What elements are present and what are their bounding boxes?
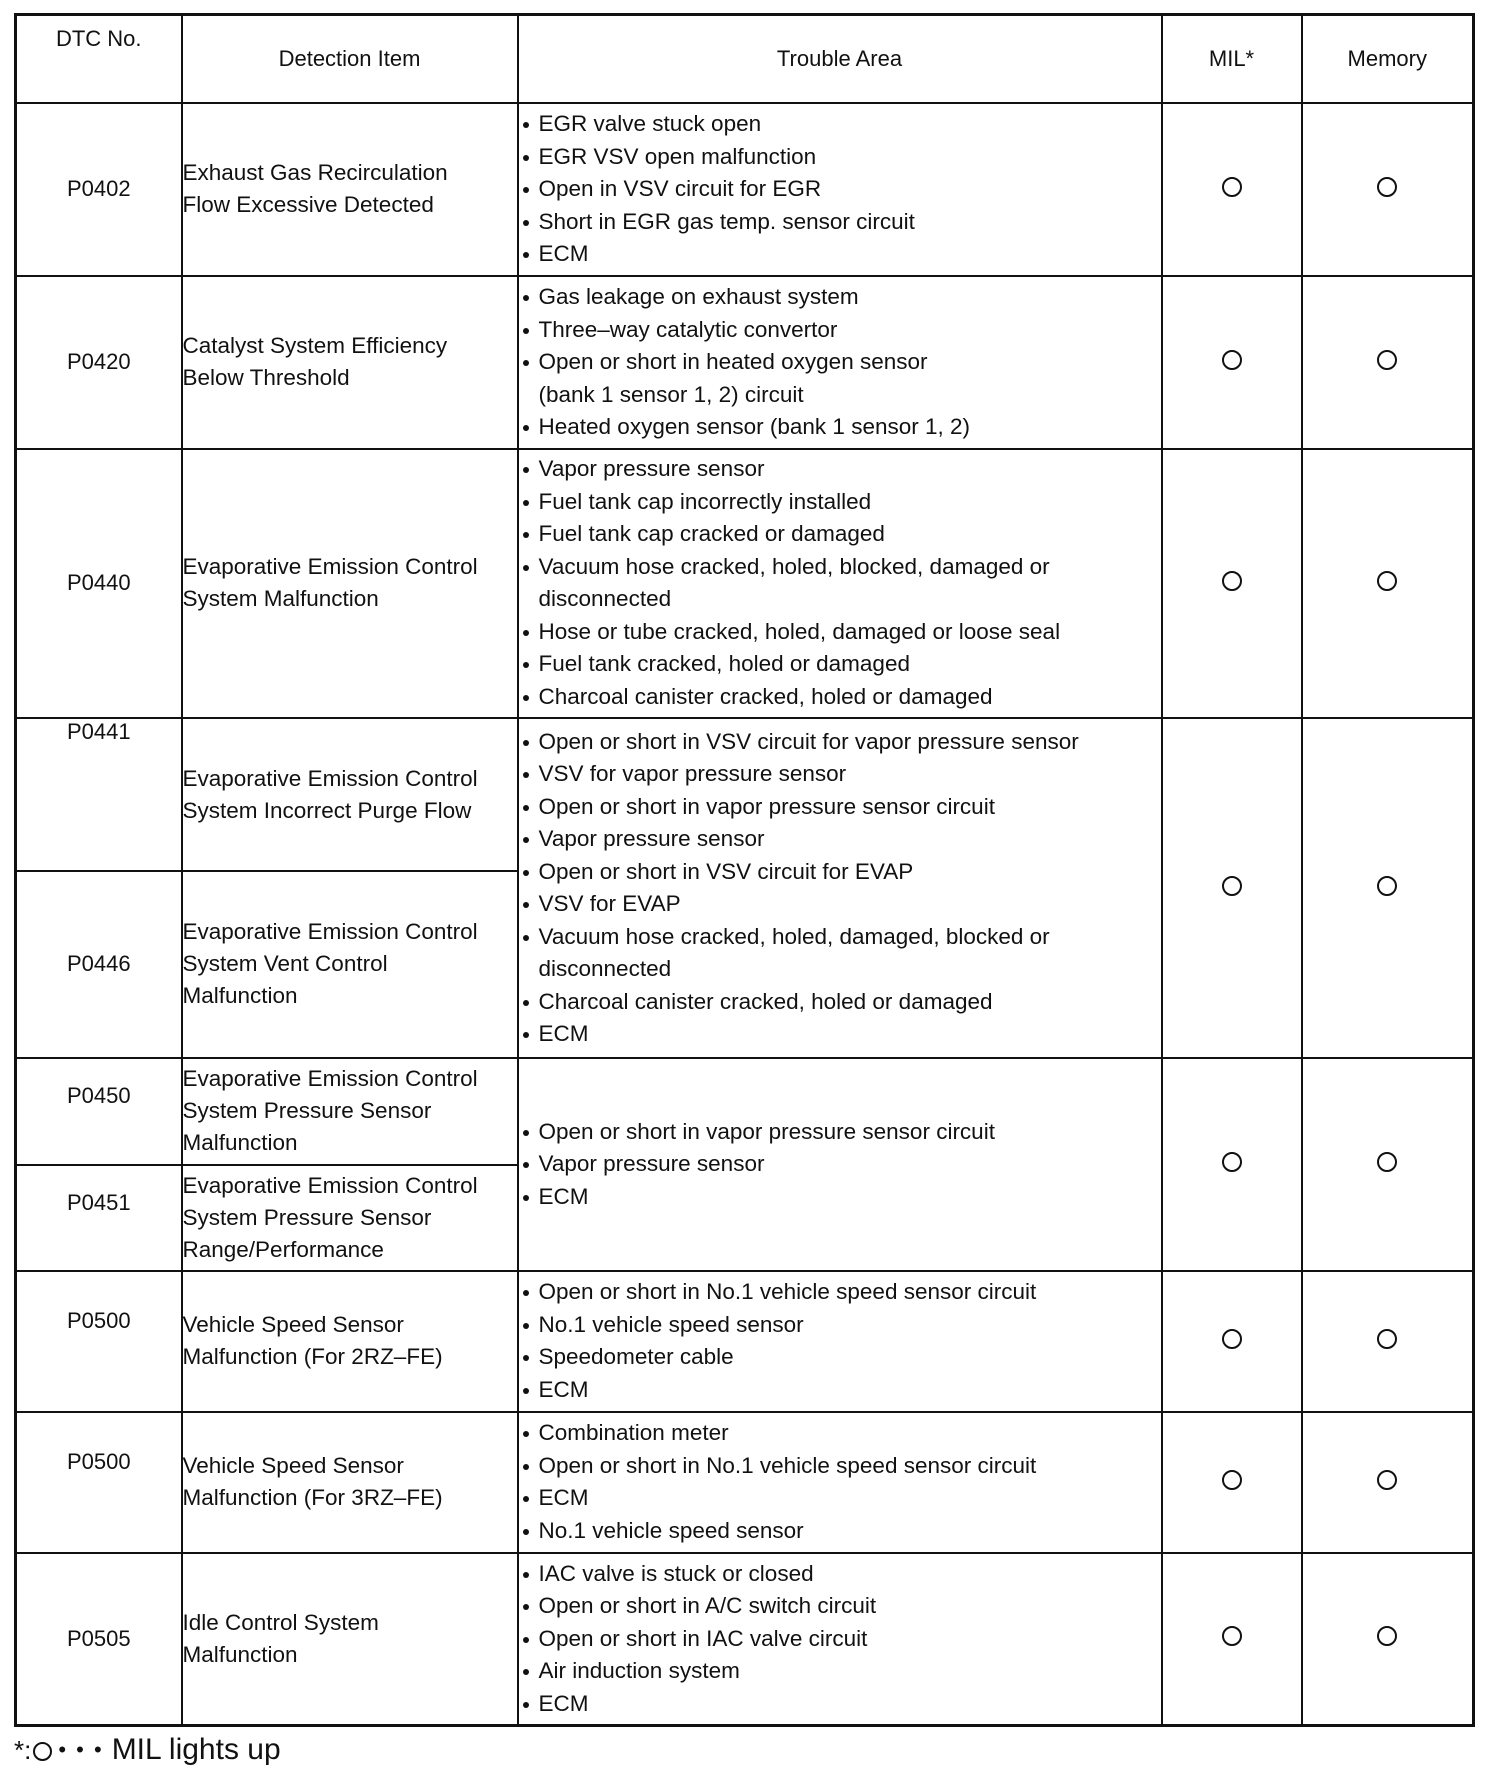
detection-item-line: System Incorrect Purge Flow <box>182 797 472 823</box>
mil-on-circle-icon <box>1222 1152 1242 1172</box>
dtc-code: P0451 <box>16 1165 182 1272</box>
detection-item-line: Catalyst System Efficiency <box>182 333 448 359</box>
detection-item <box>182 718 518 871</box>
detection-item-line: Idle Control System <box>182 1609 379 1635</box>
trouble-area <box>518 1271 1162 1412</box>
detection-item-line: Malfunction <box>182 983 298 1009</box>
trouble-area-item: Vapor pressure sensor <box>519 1148 1161 1181</box>
footnote-dots: • • • <box>58 1737 104 1762</box>
header-detection-item: Detection Item <box>182 15 518 104</box>
trouble-area-item: EGR valve stuck open <box>519 108 1161 141</box>
mil-cell <box>1162 276 1302 449</box>
memory-cell <box>1302 276 1474 449</box>
mil-cell <box>1162 449 1302 718</box>
detection-item-line: System Pressure Sensor <box>182 1098 432 1124</box>
mil-on-circle-icon <box>1222 876 1242 896</box>
detection-item-line: Evaporative Emission Control <box>182 1066 478 1092</box>
mil-cell <box>1162 1553 1302 1726</box>
dtc-code: P0440 <box>16 449 182 718</box>
trouble-area-item: ECM <box>519 238 1161 271</box>
mil-on-circle-icon <box>1222 177 1242 197</box>
detection-item <box>182 449 518 718</box>
trouble-area-item: Fuel tank cap incorrectly installed <box>519 486 1161 519</box>
trouble-area-item: No.1 vehicle speed sensor <box>519 1515 1161 1548</box>
trouble-area-item: ECM <box>519 1482 1161 1515</box>
memory-circle-icon <box>1377 1329 1397 1349</box>
dtc-code: P0441 <box>16 718 182 871</box>
trouble-area-item: Open or short in A/C switch circuit <box>519 1590 1161 1623</box>
trouble-area-item: Vapor pressure sensor <box>519 453 1161 486</box>
memory-circle-icon <box>1377 1626 1397 1646</box>
trouble-area-item: VSV for vapor pressure sensor <box>519 758 1161 791</box>
trouble-area-item: Vapor pressure sensor <box>519 823 1161 856</box>
mil-on-circle-icon <box>1222 1329 1242 1349</box>
detection-item <box>182 1412 518 1553</box>
trouble-area-item: Gas leakage on exhaust system <box>519 281 1161 314</box>
trouble-area-item: Open or short in vapor pressure sensor circuit <box>519 1116 1161 1149</box>
memory-circle-icon <box>1377 177 1397 197</box>
trouble-area-item: disconnected <box>538 586 672 612</box>
dtc-code: P0446 <box>16 871 182 1058</box>
trouble-area-item: No.1 vehicle speed sensor <box>519 1309 1161 1342</box>
table-row <box>16 718 1474 871</box>
memory-circle-icon <box>1377 571 1397 591</box>
trouble-area <box>518 1412 1162 1553</box>
table-header-row <box>16 15 1474 104</box>
trouble-area <box>518 1058 1162 1271</box>
dtc-code: P0500 <box>16 1412 182 1553</box>
trouble-area-item: Open in VSV circuit for EGR <box>519 173 1161 206</box>
detection-item <box>182 276 518 449</box>
trouble-area-item: VSV for EVAP <box>519 888 1161 921</box>
trouble-area <box>518 449 1162 718</box>
table-row <box>16 1058 1474 1165</box>
table-row <box>16 1271 1474 1412</box>
table-row <box>16 1553 1474 1726</box>
detection-item-line: Malfunction <box>182 1641 298 1667</box>
mil-cell <box>1162 103 1302 276</box>
trouble-area-item: Combination meter <box>519 1417 1161 1450</box>
memory-cell <box>1302 1058 1474 1271</box>
memory-circle-icon <box>1377 1152 1397 1172</box>
trouble-area <box>518 103 1162 276</box>
memory-cell <box>1302 449 1474 718</box>
footnote-circle-icon <box>33 1742 52 1761</box>
detection-item <box>182 1058 518 1165</box>
mil-cell <box>1162 1412 1302 1553</box>
header-dtc-no: DTC No. <box>16 15 182 104</box>
detection-item-line: Evaporative Emission Control <box>182 919 478 945</box>
trouble-area-item: Open or short in VSV circuit for EVAP <box>519 856 1161 889</box>
trouble-area-item: Charcoal canister cracked, holed or damaged <box>519 681 1161 714</box>
detection-item-line: Flow Excessive Detected <box>182 192 434 218</box>
header-memory: Memory <box>1302 15 1474 104</box>
trouble-area-item: disconnected <box>538 956 672 982</box>
trouble-area-item: Open or short in heated oxygen sensor <box>519 346 1161 379</box>
mil-cell <box>1162 718 1302 1058</box>
header-mil: MIL* <box>1162 15 1302 104</box>
trouble-area-item: IAC valve is stuck or closed <box>519 1558 1161 1591</box>
detection-item <box>182 1553 518 1726</box>
detection-item-line: System Vent Control <box>182 951 388 977</box>
trouble-area-item: Open or short in No.1 vehicle speed sensor circuit <box>519 1450 1161 1483</box>
detection-item <box>182 103 518 276</box>
memory-cell <box>1302 1271 1474 1412</box>
detection-item-line: System Malfunction <box>182 586 379 612</box>
detection-item-line: Exhaust Gas Recirculation <box>182 160 448 186</box>
footnote <box>14 1732 281 1768</box>
trouble-area-item: ECM <box>519 1688 1161 1721</box>
memory-cell <box>1302 103 1474 276</box>
mil-on-circle-icon <box>1222 571 1242 591</box>
table-row <box>16 103 1474 276</box>
footnote-text: MIL lights up <box>111 1733 281 1766</box>
trouble-area-item: Hose or tube cracked, holed, damaged or loose seal <box>519 616 1161 649</box>
detection-item <box>182 1271 518 1412</box>
memory-circle-icon <box>1377 1470 1397 1490</box>
detection-item-line: Vehicle Speed Sensor <box>182 1453 404 1479</box>
detection-item-line: Malfunction <box>182 1130 298 1156</box>
trouble-area-item: Vacuum hose cracked, holed, blocked, damaged or <box>519 551 1161 584</box>
trouble-area-item: Open or short in VSV circuit for vapor pressure sensor <box>519 726 1161 759</box>
memory-cell <box>1302 1553 1474 1726</box>
dtc-code: P0420 <box>16 276 182 449</box>
trouble-area <box>518 276 1162 449</box>
trouble-area-item: Fuel tank cracked, holed or damaged <box>519 648 1161 681</box>
mil-on-circle-icon <box>1222 1470 1242 1490</box>
detection-item-line: Range/Performance <box>182 1236 384 1262</box>
table-row <box>16 1412 1474 1553</box>
footnote-asterisk: *: <box>14 1735 32 1765</box>
trouble-area-item: Open or short in No.1 vehicle speed sensor circuit <box>519 1276 1161 1309</box>
mil-on-circle-icon <box>1222 1626 1242 1646</box>
detection-item-line: Below Threshold <box>182 365 350 391</box>
trouble-area-item: Heated oxygen sensor (bank 1 sensor 1, 2) <box>519 411 1161 444</box>
mil-on-circle-icon <box>1222 350 1242 370</box>
trouble-area <box>518 1553 1162 1726</box>
trouble-area-item: EGR VSV open malfunction <box>519 141 1161 174</box>
trouble-area-item: Open or short in vapor pressure sensor circuit <box>519 791 1161 824</box>
memory-cell <box>1302 1412 1474 1553</box>
mil-cell <box>1162 1271 1302 1412</box>
trouble-area-item: (bank 1 sensor 1, 2) circuit <box>538 381 804 407</box>
trouble-area <box>518 718 1162 1058</box>
dtc-code: P0402 <box>16 103 182 276</box>
trouble-area-item: Charcoal canister cracked, holed or damaged <box>519 986 1161 1019</box>
detection-item <box>182 871 518 1058</box>
trouble-area-item: ECM <box>519 1018 1161 1051</box>
trouble-area-item: Open or short in IAC valve circuit <box>519 1623 1161 1656</box>
detection-item-line: Malfunction (For 3RZ–FE) <box>182 1485 443 1511</box>
table-row <box>16 449 1474 718</box>
detection-item-line: Evaporative Emission Control <box>182 1172 478 1198</box>
header-trouble-area: Trouble Area <box>518 15 1162 104</box>
detection-item-line: System Pressure Sensor <box>182 1204 432 1230</box>
dtc-table <box>14 13 1475 1727</box>
dtc-code: P0500 <box>16 1271 182 1412</box>
memory-circle-icon <box>1377 350 1397 370</box>
detection-item <box>182 1165 518 1272</box>
detection-item-line: Evaporative Emission Control <box>182 554 478 580</box>
trouble-area-item: ECM <box>519 1374 1161 1407</box>
trouble-area-item: Vacuum hose cracked, holed, damaged, blocked or <box>519 921 1161 954</box>
trouble-area-item: ECM <box>519 1181 1161 1214</box>
trouble-area-item: Three–way catalytic convertor <box>519 314 1161 347</box>
dtc-code: P0505 <box>16 1553 182 1726</box>
trouble-area-item: Fuel tank cap cracked or damaged <box>519 518 1161 551</box>
trouble-area-item: Speedometer cable <box>519 1341 1161 1374</box>
memory-cell <box>1302 718 1474 1058</box>
detection-item-line: Evaporative Emission Control <box>182 765 478 791</box>
trouble-area-item: Short in EGR gas temp. sensor circuit <box>519 206 1161 239</box>
detection-item-line: Malfunction (For 2RZ–FE) <box>182 1344 443 1370</box>
table-row <box>16 276 1474 449</box>
dtc-code: P0450 <box>16 1058 182 1165</box>
memory-circle-icon <box>1377 876 1397 896</box>
detection-item-line: Vehicle Speed Sensor <box>182 1312 404 1338</box>
mil-cell <box>1162 1058 1302 1271</box>
trouble-area-item: Air induction system <box>519 1655 1161 1688</box>
